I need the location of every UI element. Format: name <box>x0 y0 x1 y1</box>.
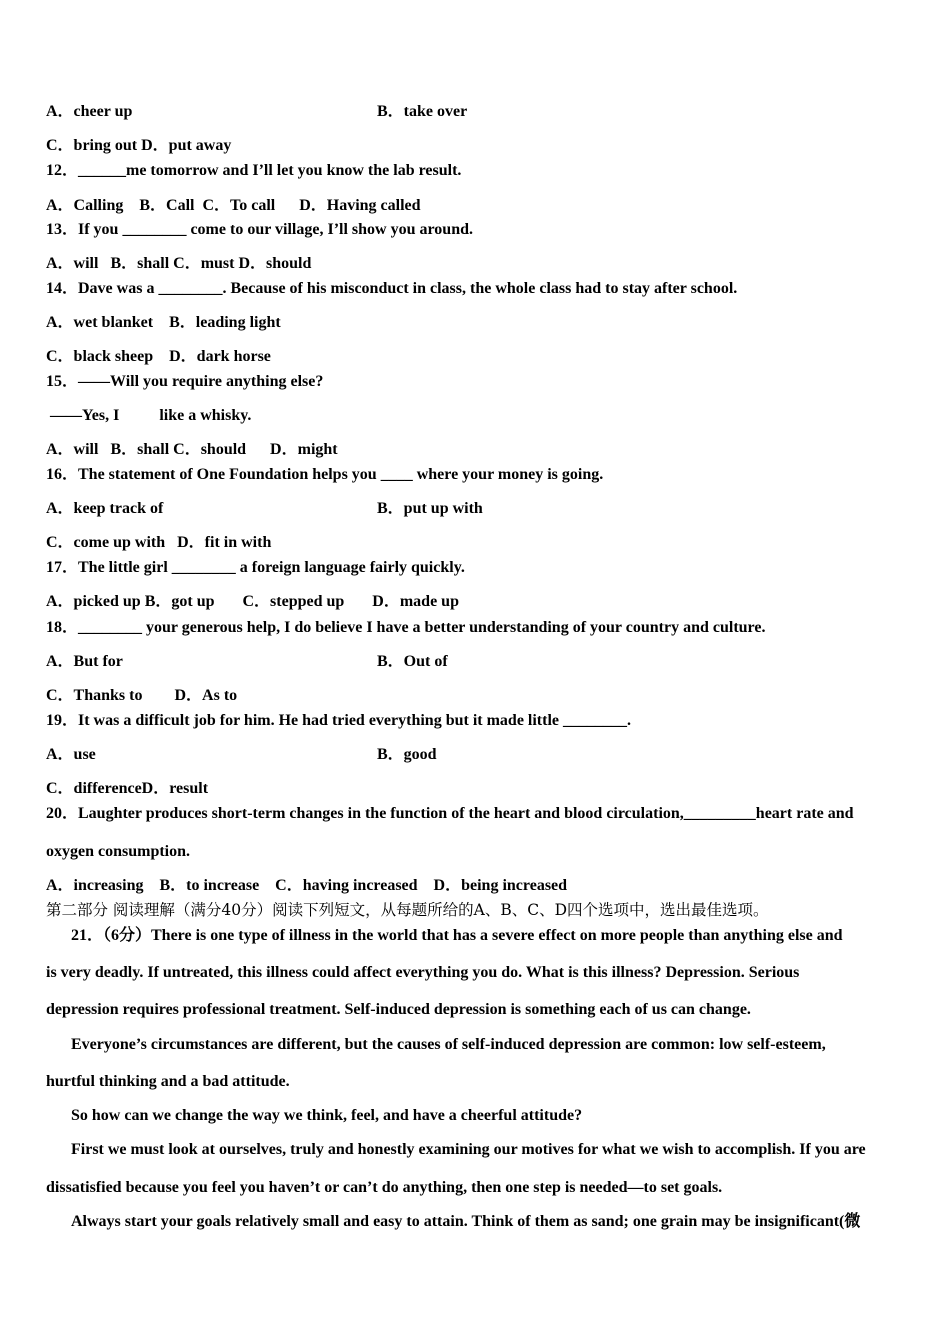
q11-option-b: B．take over <box>377 103 468 120</box>
q16-option-a: A．keep track of <box>46 500 164 517</box>
passage-p4-line-2: dissatisfied because you feel you haven’t or can’t do anything, then one step is needed—to set goals. <box>46 1179 723 1196</box>
q19-option-a: A．use <box>46 746 96 763</box>
passage-p1-line-2: is very deadly. If untreated, this illness could affect everything you do. What is this illness? Depression. Serious <box>46 964 800 981</box>
q11-options-c-d: C．bring out D．put away <box>46 137 232 154</box>
passage-p4-line-1: First we must look at ourselves, truly and honestly examining our motives for what we wish to accomplish. If you are <box>71 1141 866 1158</box>
q16-option-b: B．put up with <box>377 500 483 517</box>
question-17: 17．The little girl ________ a foreign language fairly quickly. <box>46 559 465 576</box>
q16-options-c-d: C．come up with D．fit in with <box>46 534 272 551</box>
question-15: 15．——Will you require anything else? <box>46 373 324 390</box>
q19-option-b: B．good <box>377 746 437 763</box>
section-heading: 第二部分 阅读理解（满分40分）阅读下列短文，从每题所给的A、B、C、D四个选项中，选出最佳选项。 <box>46 901 769 919</box>
q17-options: A．picked up B．got up C．stepped up D．made up <box>46 593 459 610</box>
question-18: 18．________ your generous help, I do believe I have a better understanding of your country and culture. <box>46 619 766 636</box>
q18-option-a: A．But for <box>46 653 123 670</box>
q13-options: A．will B．shall C．must D．should <box>46 255 312 272</box>
question-12: 12．______me tomorrow and I’ll let you know the lab result. <box>46 162 462 179</box>
question-14: 14．Dave was a ________. Because of his misconduct in class, the whole class had to stay after school. <box>46 280 738 297</box>
passage-p1-line-1: 21．（6分）There is one type of illness in the world that has a severe effect on more people than anything else and <box>71 927 843 944</box>
passage-p2-line-2: hurtful thinking and a bad attitude. <box>46 1073 290 1090</box>
passage-p1-line-3: depression requires professional treatment. Self-induced depression is something each of us can change. <box>46 1001 751 1018</box>
passage-p3: So how can we change the way we think, feel, and have a cheerful attitude? <box>71 1107 583 1124</box>
question-19: 19．It was a difficult job for him. He had tried everything but it made little ________. <box>46 712 632 729</box>
q18-option-b: B．Out of <box>377 653 448 670</box>
q15-options: A．will B．shall C．should D．might <box>46 441 338 458</box>
q19-options-c-d: C．differenceD．result <box>46 780 209 797</box>
question-13: 13．If you ________ come to our village, I’ll show you around. <box>46 221 473 238</box>
q11-option-a: A．cheer up <box>46 103 133 120</box>
passage-p2-line-1: Everyone’s circumstances are different, but the causes of self-induced depression are common: low self-esteem, <box>71 1036 826 1053</box>
question-15-reply: ——Yes, I like a whisky. <box>46 407 252 424</box>
passage-p5-line-1: Always start your goals relatively small and easy to attain. Think of them as sand; one grain may be insignificant(微 <box>71 1213 861 1230</box>
q18-options-c-d: C．Thanks to D．As to <box>46 687 238 704</box>
q20-options: A．increasing B．to increase C．having increased D．being increased <box>46 877 568 894</box>
q12-options: A．Calling B．Call C．To call D．Having called <box>46 197 421 214</box>
q14-options-c-d: C．black sheep D．dark horse <box>46 348 271 365</box>
question-20-line-2: oxygen consumption. <box>46 843 191 860</box>
q14-options-a-b: A．wet blanket B．leading light <box>46 314 281 331</box>
question-16: 16．The statement of One Foundation helps you ____ where your money is going. <box>46 466 604 483</box>
question-20-line-1: 20．Laughter produces short-term changes in the function of the heart and blood circulation,_________heart rate and <box>46 805 854 822</box>
